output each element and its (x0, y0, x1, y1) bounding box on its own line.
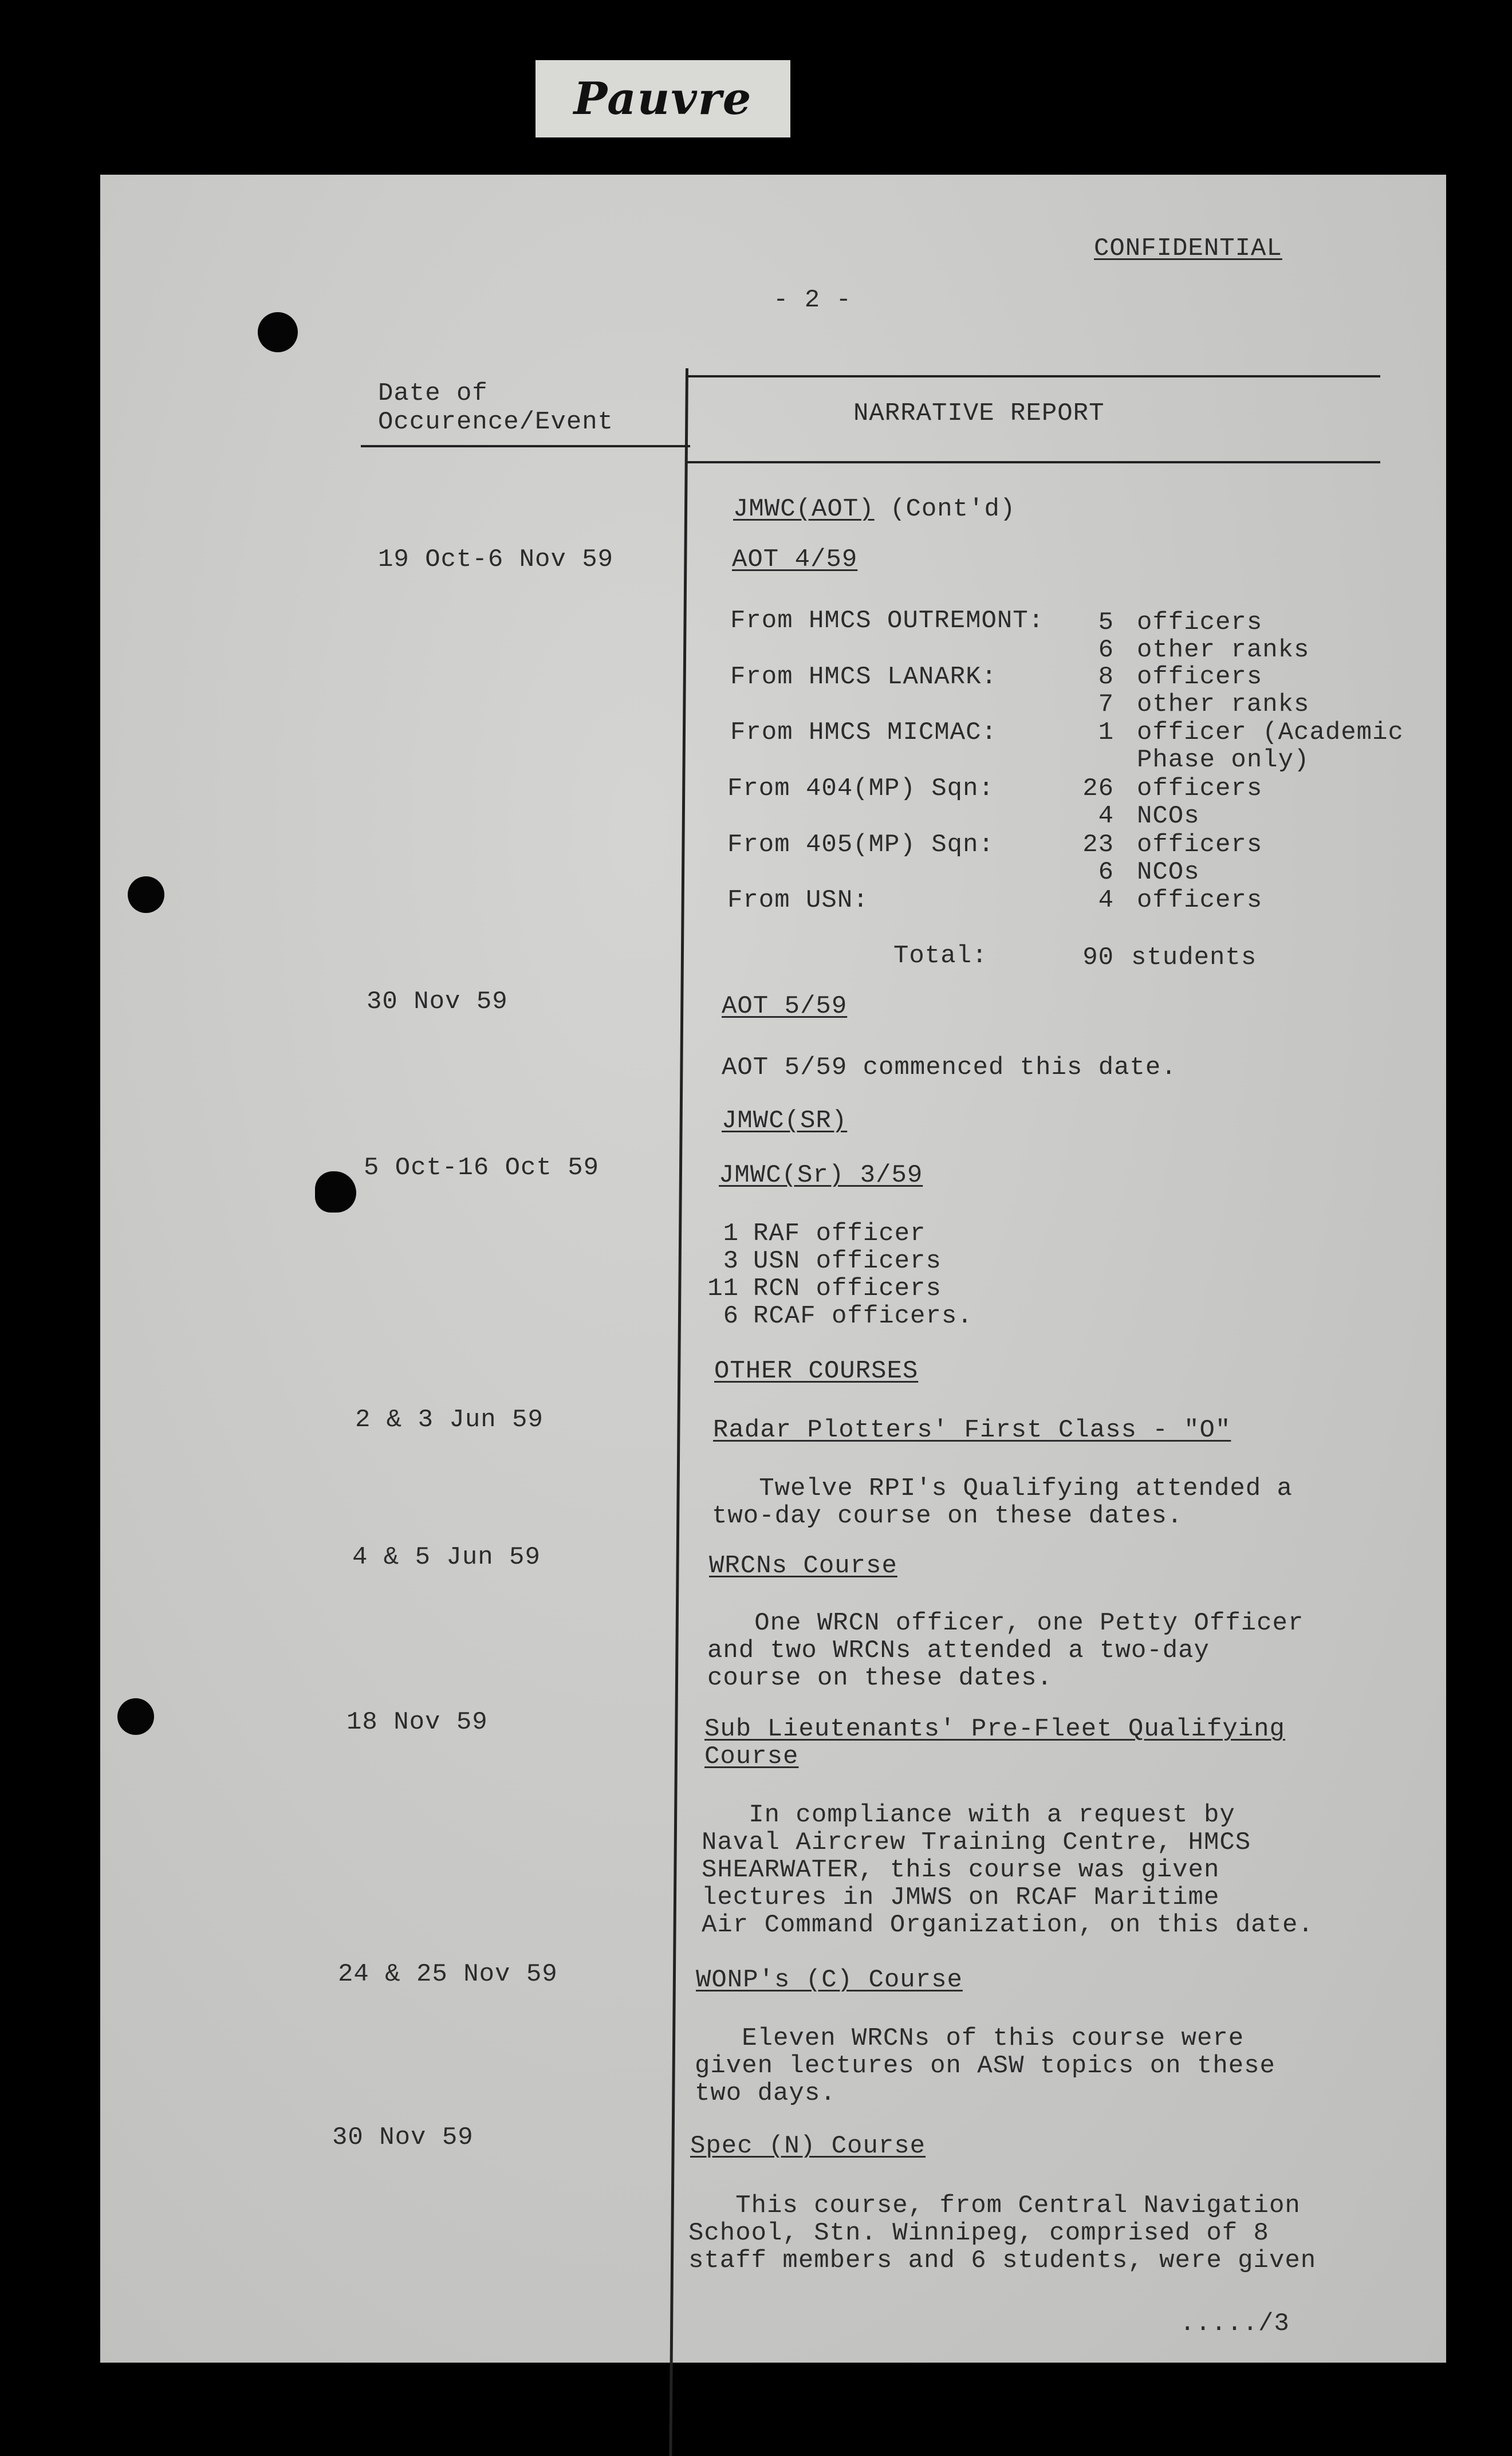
sr-row-2-count: 3 (723, 1247, 739, 1276)
micmac-label: officer (Academic (1137, 718, 1404, 747)
course-3-date: 18 Nov 59 (346, 1708, 488, 1737)
sr-row-1-text: RAF officer (753, 1219, 926, 1248)
course-4-title: WONP's (C) Course (696, 1966, 963, 1994)
course-5-title: Spec (N) Course (690, 2132, 926, 2160)
sr-row-3-count: 11 (707, 1274, 739, 1303)
continuation-marker: ...../3 (1180, 2309, 1290, 2338)
course-3-title-1: Sub Lieutenants' Pre-Fleet Qualifying (704, 1715, 1285, 1743)
course-1-line-1: Twelve RPI's Qualifying attended a (712, 1474, 1293, 1503)
archive-tag (536, 60, 790, 137)
from-outremont: From HMCS OUTREMONT: (730, 607, 1045, 635)
404-officers-count: 26 (1082, 774, 1114, 803)
sr-row-3-text: RCN officers (753, 1274, 942, 1303)
micmac-count: 1 (1098, 718, 1114, 747)
404-nco-count: 4 (1098, 802, 1114, 831)
404-officers-label: officers (1137, 774, 1263, 803)
course-5-line-3: staff members and 6 students, were given (688, 2246, 1317, 2275)
from-lanark: From HMCS LANARK: (730, 663, 997, 691)
column-header-narrative: NARRATIVE REPORT (853, 399, 1105, 428)
course-1-date: 2 & 3 Jun 59 (355, 1406, 544, 1434)
ink-blot (315, 1171, 356, 1213)
course-2-title: WRCNs Course (709, 1552, 897, 1580)
course-3-line-1: In compliance with a request by (702, 1801, 1235, 1829)
sr-row-2-text: USN officers (753, 1247, 942, 1276)
404-nco-label: NCOs (1137, 802, 1200, 831)
archive-tag-text: Pauvre (573, 73, 753, 125)
course-2-date: 4 & 5 Jun 59 (352, 1543, 541, 1572)
section-jmwc-sr: JMWC(SR) (722, 1107, 848, 1135)
outremont-officers-label: officers (1137, 608, 1263, 637)
course-3-line-4: lectures in JMWS on RCAF Maritime (702, 1883, 1220, 1912)
total-label: Total: (893, 942, 988, 970)
classification-label: CONFIDENTIAL (1094, 234, 1282, 263)
course-3-line-3: SHEARWATER, this course was given (702, 1856, 1220, 1884)
course-4-line-1: Eleven WRCNs of this course were (695, 2024, 1245, 2053)
from-405-sqn: From 405(MP) Sqn: (727, 831, 994, 859)
table-top-rule (687, 375, 1380, 377)
lanark-officers-label: officers (1137, 663, 1263, 691)
405-officers-count: 23 (1082, 831, 1114, 859)
lanark-ranks-count: 7 (1098, 690, 1114, 719)
course-3-title-2: Course (704, 1742, 799, 1771)
course-3-line-2: Naval Aircrew Training Centre, HMCS (702, 1828, 1251, 1857)
course-2-line-3: course on these dates. (707, 1664, 1053, 1693)
course-4-line-3: two days. (695, 2079, 836, 2108)
left-header-rule (361, 445, 690, 447)
document-page (100, 175, 1446, 2363)
section-other-courses: OTHER COURSES (714, 1357, 919, 1386)
aot-4-title: AOT 4/59 (732, 545, 858, 574)
punch-hole-middle (128, 876, 164, 913)
course-5-date: 30 Nov 59 (332, 2123, 474, 2152)
sr-title: JMWC(Sr) 3/59 (719, 1161, 923, 1190)
column-header-date-2: Occurence/Event (378, 408, 614, 436)
sr-row-4-text: RCAF officers. (753, 1302, 973, 1331)
from-usn: From USN: (727, 886, 869, 915)
from-404-sqn: From 404(MP) Sqn: (727, 774, 994, 803)
column-header-date-1: Date of (378, 379, 488, 408)
lanark-ranks-label: other ranks (1137, 690, 1310, 719)
course-2-line-1: One WRCN officer, one Petty Officer (707, 1609, 1304, 1638)
page-number: - 2 - (773, 286, 852, 314)
outremont-ranks-label: other ranks (1137, 636, 1310, 664)
sr-row-4-count: 6 (723, 1302, 739, 1331)
punch-hole-lower (117, 1698, 154, 1735)
outremont-ranks-count: 6 (1098, 636, 1114, 664)
total-value: 90 (1082, 943, 1114, 972)
total-unit: students (1131, 943, 1257, 972)
aot-5-text: AOT 5/59 commenced this date. (722, 1053, 1177, 1082)
course-4-line-2: given lectures on ASW topics on these (695, 2052, 1275, 2080)
course-4-date: 24 & 25 Nov 59 (338, 1960, 558, 1989)
section-jmwc-aot: JMWC(AOT) (Cont'd) (733, 495, 1016, 524)
outremont-officers-count: 5 (1098, 608, 1114, 637)
405-officers-label: officers (1137, 831, 1263, 859)
course-3-line-5: Air Command Organization, on this date. (702, 1911, 1314, 1939)
405-nco-count: 6 (1098, 858, 1114, 887)
aot-4-date: 19 Oct-6 Nov 59 (378, 545, 614, 574)
punch-hole-top (258, 312, 298, 352)
usn-count: 4 (1098, 886, 1114, 915)
right-header-rule (687, 461, 1380, 463)
course-2-line-2: and two WRCNs attended a two-day (707, 1636, 1210, 1665)
course-5-line-2: School, Stn. Winnipeg, comprised of 8 (688, 2219, 1269, 2248)
aot-5-date: 30 Nov 59 (367, 987, 508, 1016)
micmac-label-cont: Phase only) (1137, 746, 1310, 774)
sr-date: 5 Oct-16 Oct 59 (364, 1154, 600, 1182)
usn-label: officers (1137, 886, 1263, 915)
aot-5-title: AOT 5/59 (722, 992, 848, 1021)
course-1-title: Radar Plotters' First Class - "O" (713, 1416, 1231, 1445)
from-micmac: From HMCS MICMAC: (730, 718, 997, 747)
405-nco-label: NCOs (1137, 858, 1200, 887)
course-1-line-2: two-day course on these dates. (712, 1502, 1183, 1530)
sr-row-1-count: 1 (723, 1219, 739, 1248)
course-5-line-1: This course, from Central Navigation (688, 2191, 1301, 2220)
column-divider (669, 368, 688, 2456)
lanark-officers-count: 8 (1098, 663, 1114, 691)
